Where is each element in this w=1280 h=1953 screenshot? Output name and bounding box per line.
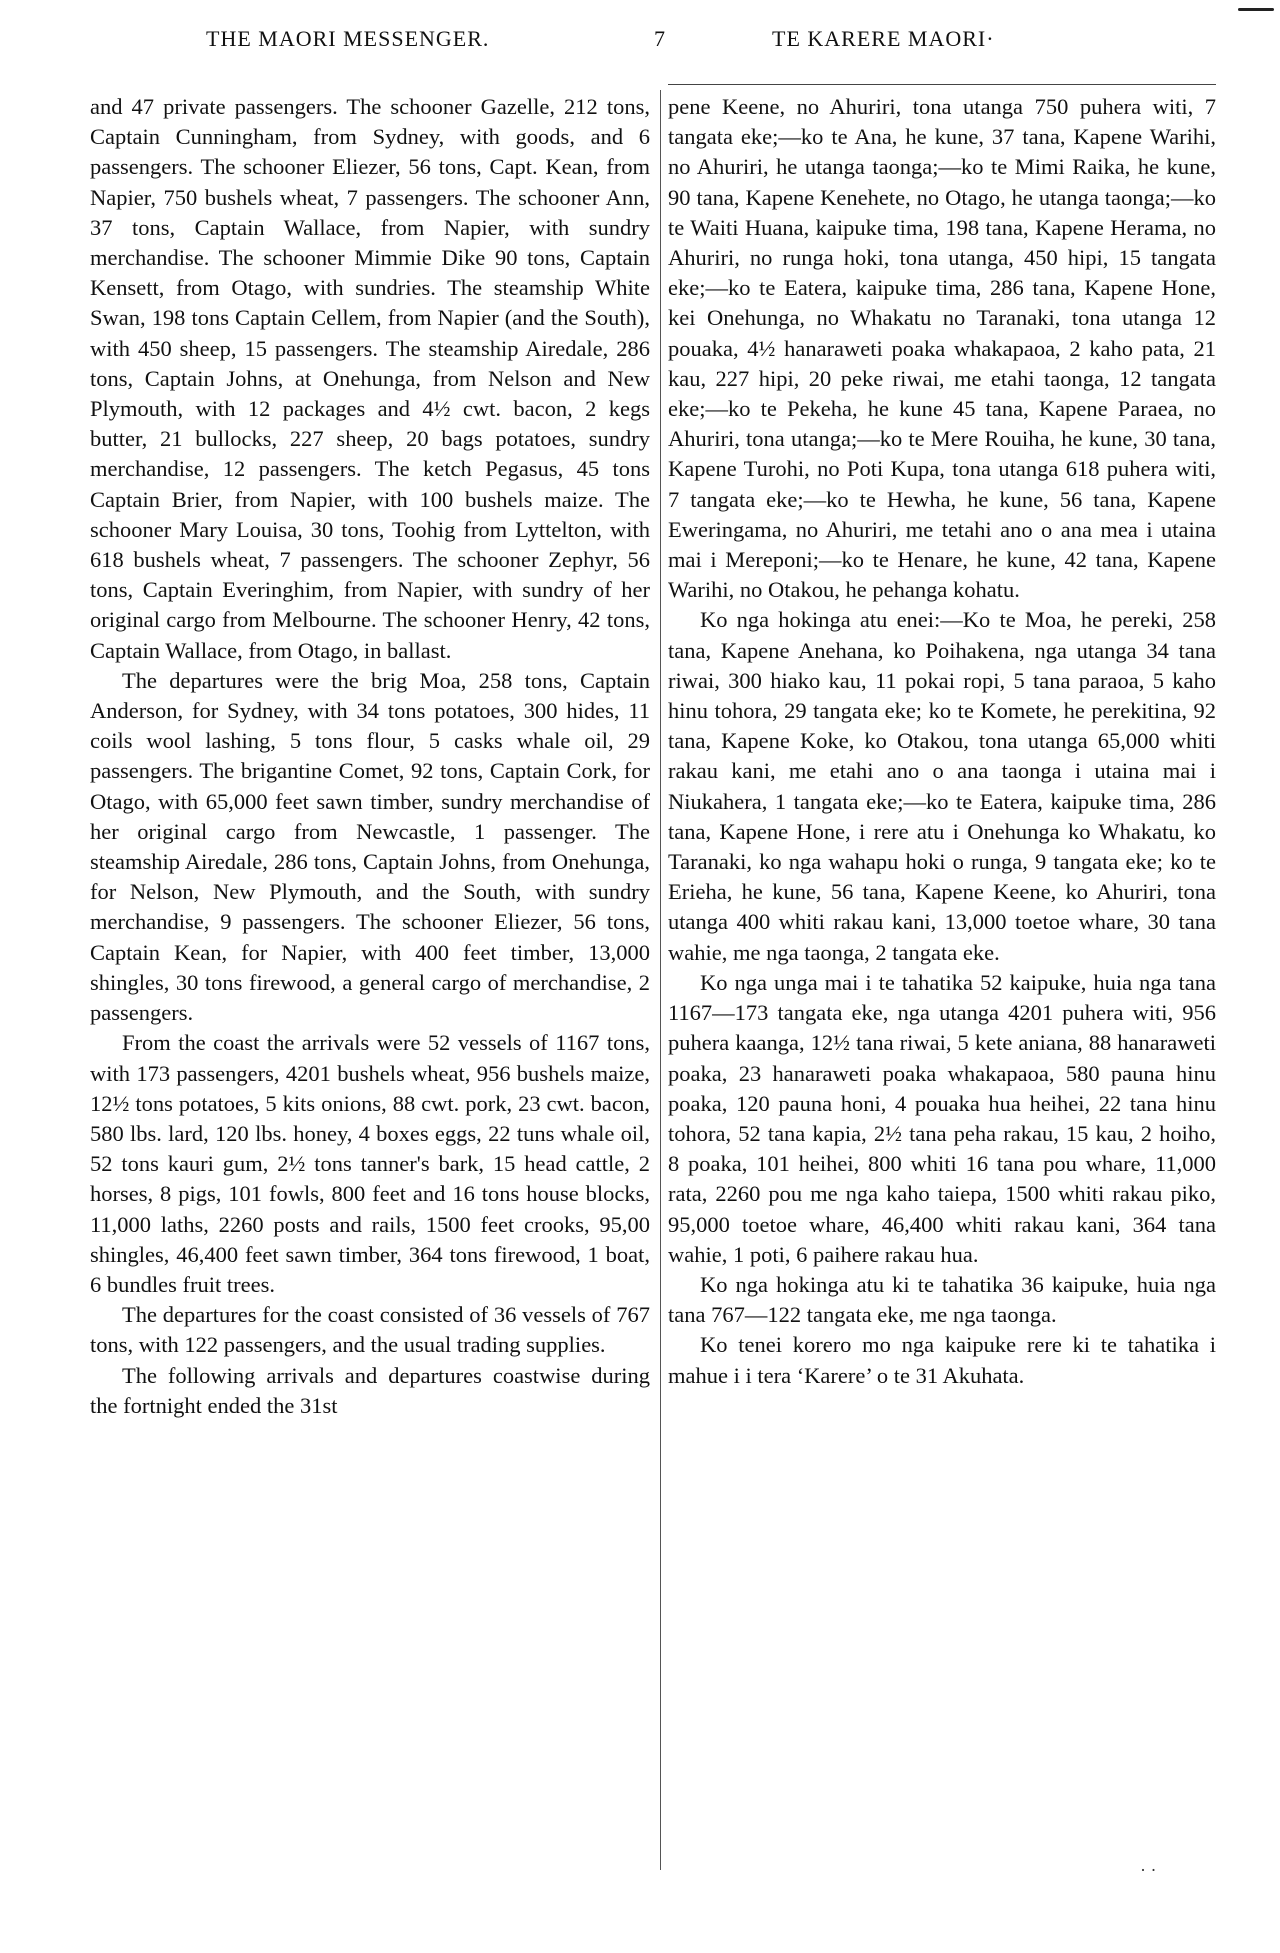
maori-paragraph-coast-arrivals: Ko nga unga mai i te tahatika 52 kaipuke, huia nga tana 1167—173 tangata eke, nga utanga 4201 puhera witi, 956 puhera kaanga, 12½ tana riwai, 5 kete aniana, 88 hanaraweti poaka, 23 hanaraweti poaka whakapaoa, 580 pauna hinu poaka, 120 pauna honi, 4 pouaka hua heihei, 22 tana hinu tohora, 52 tana kapia, 2½ tana peha rakau, 15 kau, 2 hoiho, 8 poaka, 101 heihei, 800 whiti 16 tana pou whare, 11,000 rata, 2260 pou me nga kaho taiepa, 1500 whiti rakau piko, 95,000 toetoe whare, 46,400 whiti rakau kani, 364 tana wahie, 1 poti, 6 paihere rakau hua. [668,969,1216,1267]
english-paragraph-coast-arrivals: From the coast the arrivals were 52 vessels of 1167 tons, with 173 passengers, 4201 bushels wheat, 956 bushels maize, 12½ tons potatoes, 5 kits onions, 88 cwt. pork, 23 cwt. bacon, 580 lbs. lard, 120 lbs. honey, 4 boxes eggs, 22 tuns whale oil, 52 tons kauri gum, 2½ tons tanner's bark, 15 head cattle, 2 horses, 8 pigs, 101 fowls, 800 feet and 16 tons house blocks, 11,000 laths, 2260 posts and rails, 1500 feet crooks, 95,00 shingles, 46,400 feet sawn timber, 364 tons firewood, 1 boat, 6 bundles fruit trees. [90,1030,650,1297]
maori-paragraph-departures: Ko nga hokinga atu enei:—Ko te Moa, he pereki, 258 tana, Kapene Anehana, ko Poihakena, nga utanga 34 tana riwai, 300 hiako kau, 11 pokai ropi, 5 tana paraoa, 5 kaho hinu tohora, 29 tangata eke; ko te Komete, he perekitina, 92 tana, Kapene Koke, ko Otakou, tona utanga 65,000 whiti rakau kani, me etahi ano o ana taonga i utaina mai i Niukahera, 1 tangata eke;—ko te Eatera, kaipuke tima, 286 tana, Kapene Hone, i rere atu i Onehunga ko Whakatu, ko Taranaki, ko nga wahapu hoki o runga, 9 tangata eke; ko te Erieha, he kune, 56 tana, Kapene Keene, ko Ahuriri, tona utanga 400 whiti rakau kani, 13,000 toetoe whare, 30 tana wahie, me nga taonga, 2 tangata eke. [668,607,1216,965]
maori-masthead: TE KARERE MAORI· [772,26,995,51]
column-divider [660,90,661,1870]
page-number: 7 [654,26,665,51]
english-column [90,92,650,1892]
maori-column [668,92,1216,1892]
maori-paragraph-arrivals: pene Keene, no Ahuriri, tona utanga 750 puhera witi, 7 tangata eke;—ko te Ana, he kune, 37 tana, Kapene Warihi, no Ahuriri, he utanga taonga;—ko te Mimi Raika, he kune, 90 tana, Kapene Kenehete, no Otago, he utanga taonga;—ko te Waiti Huana, kaipuke tima, 198 tana, Kapene Herama, no Ahuriri, no runga hoki, tona utanga, 450 hipi, 15 tangata eke;—ko te Eatera, kaipuke tima, 286 tana, Kapene Hone, kei Onehunga, no Whakatu no Taranaki, tona utanga 12 pouaka, 4½ hanaraweti poaka whakapaoa, 2 kaho pata, 21 kau, 227 hipi, 20 peke riwai, me etahi taonga, 12 tangata eke;—ko te Pekeha, he kune 45 tana, Kapene Paraea, no Ahuriri, tona utanga;—ko te Mere Rouiha, he kune, 30 tana, Kapene Turohi, no Poti Kupa, tona utanga 618 puhera witi, 7 tangata eke;—ko te Hewha, he kune, 56 tana, Kapene Eweringama, no Ahuriri, me tetahi ano o ana mea i utaina mai i Mereponi;—ko te Henare, he kune, 42 tana, Kapene Warihi, no Otakou, he pehanga kohatu. [668,94,1216,603]
english-paragraph-following: The following arrivals and departures coastwise during the fortnight ended the 31st [90,1362,650,1418]
header-rule [668,84,1216,85]
maori-paragraph-coast-departures: Ko nga hokinga atu ki te tahatika 36 kaipuke, huia nga tana 767—122 tangata eke, me nga taonga. [668,1271,1216,1328]
english-paragraph-coast-departures: The departures for the coast consisted of 36 vessels of 767 tons, with 122 passengers, and the usual trading supplies. [90,1302,650,1358]
stray-print-marks: · · [1140,1860,1157,1880]
page-header [90,26,1210,66]
english-paragraph-departures: The departures were the brig Moa, 258 tons, Captain Anderson, for Sydney, with 34 tons potatoes, 300 hides, 11 coils wool lashing, 5 tons flour, 5 casks whale oil, 29 passengers. The brigantine Comet, 92 tons, Captain Cork, for Otago, with 65,000 feet sawn timber, sundry merchandise of her original cargo from Newcastle, 1 passenger. The steamship Airedale, 286 tons, Captain Johns, from Onehunga, for Nelson, New Plymouth, and the South, with sundry merchandise, 9 passengers. The schooner Eliezer, 56 tons, Captain Kean, for Napier, with 400 feet timber, 13,000 shingles, 30 tons firewood, a general cargo of merchandise, 2 passengers. [90,667,650,1026]
english-masthead: THE MAORI MESSENGER. [206,26,490,51]
page-corner-mark [1238,8,1274,11]
english-paragraph-arrivals: and 47 private passengers. The schooner Gazelle, 212 tons, Captain Cunningham, from Sydney, with goods, and 6 passengers. The schooner Eliezer, 56 tons, Capt. Kean, from Napier, 750 bushels wheat, 7 passengers. The schooner Ann, 37 tons, Captain Wallace, from Napier, with sundry merchandise. The schooner Mimmie Dike 90 tons, Captain Kensett, from Otago, with sundries. The steamship White Swan, 198 tons Captain Cellem, from Napier (and the South), with 450 sheep, 15 passengers. The steamship Airedale, 286 tons, Captain Johns, at Onehunga, from Nelson and New Plymouth, with 12 packages and 4½ cwt. bacon, 2 kegs butter, 21 bullocks, 227 sheep, 20 bags potatoes, sundry merchandise, 12 passengers. The ketch Pegasus, 45 tons Captain Brier, from Napier, with 100 bushels maize. The schooner Mary Louisa, 30 tons, Toohig from Lyttelton, with 618 bushels wheat, 7 passengers. The schooner Zephyr, 56 tons, Captain Everinghim, from Napier, with sundry of her original cargo from Melbourne. The schooner Henry, 42 tons, Captain Wallace, from Otago, in ballast. [90,94,650,663]
maori-paragraph-following: Ko tenei korero mo nga kaipuke rere ki te tahatika i mahue i i tera ‘Karere’ o te 31 Akuhata. [668,1332,1216,1388]
